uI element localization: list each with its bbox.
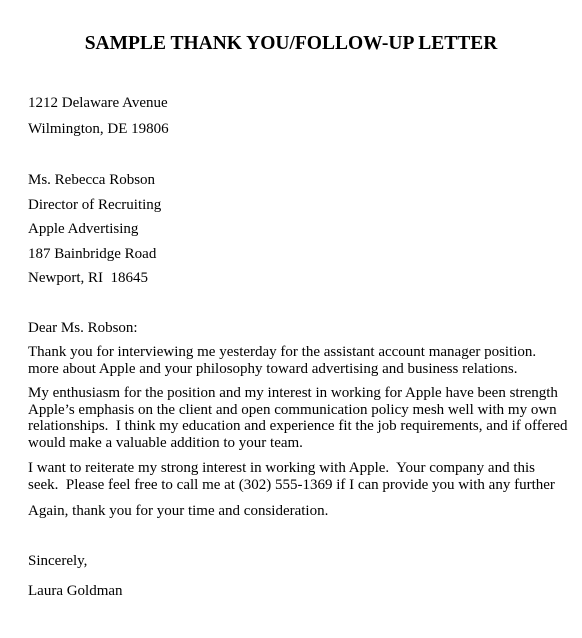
paragraph-line: I want to reiterate my strong interest in working with Apple. Your company and this [28, 460, 536, 476]
body-paragraph-3 [28, 460, 582, 493]
sender-city-state-zip: Wilmington, DE 19806 [28, 121, 169, 137]
paragraph-line: seek. Please feel free to call me at (302) 555-1369 if I can provide you with any further [28, 476, 555, 493]
paragraph-line: would make a valuable addition to your team. [28, 434, 303, 451]
recipient-title: Director of Recruiting [28, 197, 162, 213]
paragraph-line: Apple’s emphasis on the client and open communication policy mesh well with my own [28, 401, 557, 418]
body-paragraph-2 [28, 385, 582, 451]
body-paragraph-4 [28, 503, 582, 520]
signature-name: Laura Goldman [28, 583, 123, 599]
recipient-company: Apple Advertising [28, 221, 139, 237]
paragraph-line: relationships. I think my education and experience fit the job requirements, and if offered [28, 418, 568, 434]
paragraph-line: Thank you for interviewing me yesterday for the assistant account manager position. [28, 344, 537, 360]
paragraph-line: My enthusiasm for the position and my interest in working for Apple have been strength [28, 385, 558, 401]
paragraph-line: Again, thank you for your time and consideration. [28, 503, 329, 519]
sender-street: 1212 Delaware Avenue [28, 95, 168, 111]
recipient-city-state-zip: Newport, RI 18645 [28, 270, 148, 286]
recipient-street: 187 Bainbridge Road [28, 246, 157, 262]
body-paragraph-1 [28, 344, 582, 377]
salutation: Dear Ms. Robson: [28, 320, 138, 336]
paragraph-line: more about Apple and your philosophy toward advertising and business relations. [28, 360, 518, 377]
letter-title: SAMPLE THANK YOU/FOLLOW-UP LETTER [84, 33, 498, 54]
recipient-name: Ms. Rebecca Robson [28, 172, 156, 188]
closing: Sincerely, [28, 553, 88, 569]
